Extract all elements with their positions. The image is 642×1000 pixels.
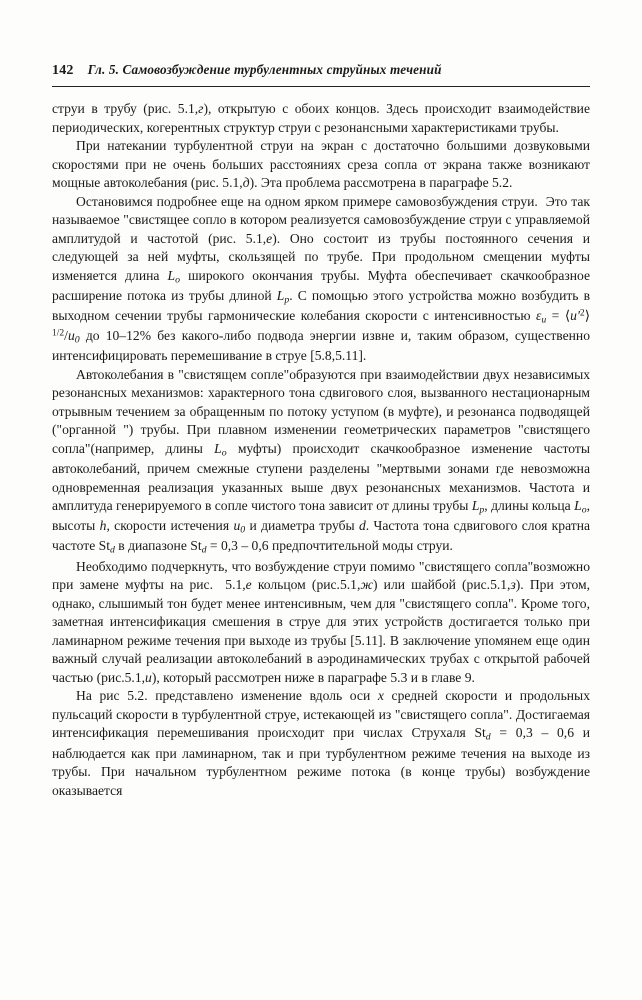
paragraph-3: Остановимся подробнее еще на одном ярком примере самовозбуждения струи. Это так называемое "свистящее сопло в котором реализуется самовозбуждение струи с управляемой амплитудой и частотой (рис. 5.1,е). Оно состоит из трубы постоянного сечения и следующей за ней муфты, скользящей по трубе. При продольном смещении муфты изменяется длина $L_o$ широкого окончания трубы. Муфта обеспечивает скачкообразное расширение потока из трубы длиной $L_p$. С помощью этого устройства можно возбудить в выходном сечении трубы гармонические колебания скорости с интенсивностью $\varepsilon_u$ = $⟨u'^2⟩^{1/2}/u_0$ до 10–12% без какого-либо подвода энергии извне и, таким образом, существенно интенсифицировать перемешивание в струе [5.8,5.11].	[52, 193, 590, 364]
running-title: Гл. 5. Самовозбуждение турбулентных струйных течений	[87, 62, 442, 77]
paragraph-4: Автоколебания в "свистящем сопле"образуются при взаимодействии двух независимых резонансных механизмов: характерного тона сдвигового слоя, вызванного нестационарным отрывным течением за обращенным по потоку уступом (в муфте), и резонанса подводящей ("органной ") трубы. При плавном изменении геометрических параметров "свистящего сопла"(например, длины $L_o$ муфты) происходит скачкообразное изменение частоты автоколебаний, причем смежные ступени разделены "мертвыми зонами где невозможна одновременная реализация указанных выше двух резонансных механизмов. Частота и амплитуда генерируемого в сопле чистого тона зависит от длины трубы $L_p$, длины кольца $L_o$, высоты h, скорости истечения $u_0$ и диаметра трубы d. Частота тона сдвигового слоя кратна частоте $St_d$ в диапазоне $St_d = 0,3 - 0,6$ предпочтительной моды струи.	[52, 366, 591, 557]
header-rule	[52, 86, 590, 87]
paragraph-2: При натекании турбулентной струи на экран с достаточно большими дозвуковыми скоростями при не очень больших расстояниях среза сопла от экрана также возникают мощные автоколебания (рис. 5.1,д). Эта проблема рассмотрена в параграфе 5.2.	[52, 138, 590, 191]
page-number: 142	[52, 63, 74, 78]
page-header	[52, 62, 590, 83]
paragraph-6: На рис 5.2. представлено изменение вдоль оси x средней скорости и продольных пульсаций скорости в турбулентной струе, истекающей из "свистящего сопла". Достигаемая интенсификация перемешивания происходит при числах Струхаля $St_d = 0,3 - 0,6$ и наблюдается как при ламинарном, так и при турбулентном режиме течения на выходе из трубы. При начальном турбулентном режиме потока (в конце трубы) возбуждение оказывается	[52, 688, 590, 798]
paragraph-5: Необходимо подчеркнуть, что возбуждение струи помимо "свистящего сопла"возможно при замене муфты на рис. 5.1,е кольцом (рис.5.1,ж) или шайбой (рис.5.1,з). При этом, однако, слышимый тон будет менее интенсивным, чем для "свистящего сопла". Кроме того, заметная интенсификация смешения в струе для этих устройств достигается только при ламинарном режиме течения при выходе из трубы [5.11]. В заключение упомянем еще один важный случай реализации автоколебаний в аэродинамических трубах с открытой рабочей частью (рис.5.1,и), который рассмотрен ниже в параграфе 5.3 и в главе 9.	[52, 558, 591, 685]
body-text	[52, 100, 590, 800]
paragraph-1: струи в трубу (рис. 5.1,г), открытую с обоих концов. Здесь происходит взаимодействие периодических, когерентных структур струи с резонансными характеристиками трубы.	[52, 101, 590, 135]
